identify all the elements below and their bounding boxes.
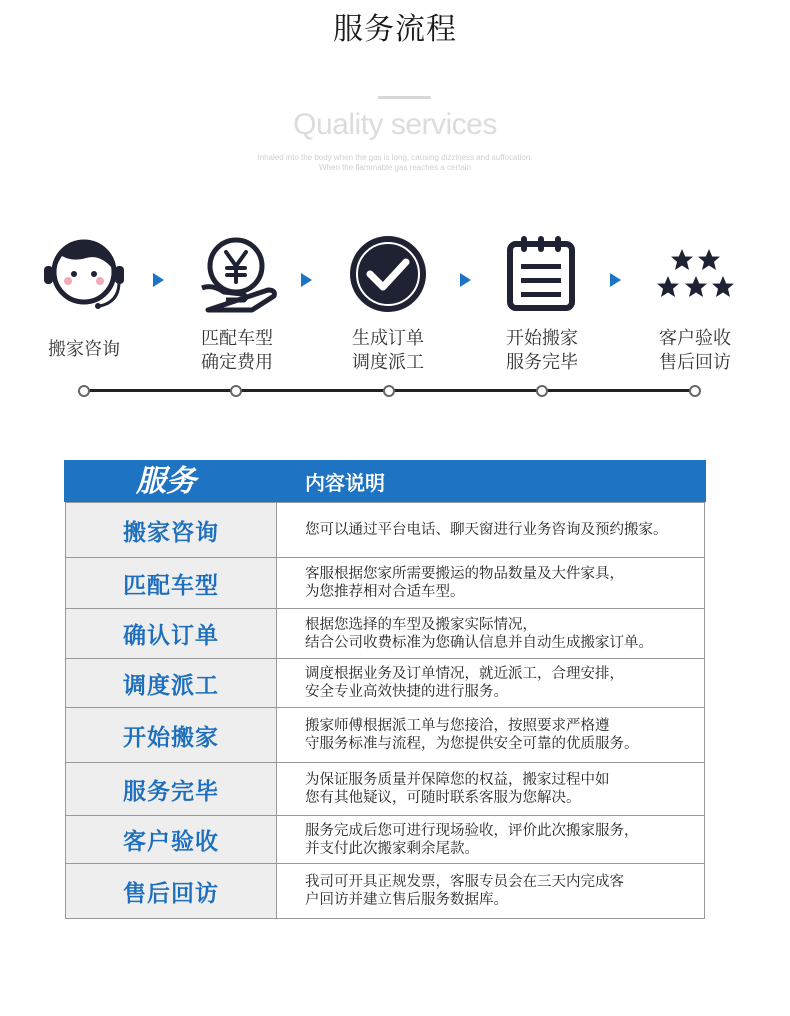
table-row bbox=[66, 608, 704, 658]
step-arrow-3 bbox=[460, 273, 471, 287]
table-header-description: 内容说明 bbox=[305, 471, 385, 495]
service-name-cell: 客户验收 bbox=[66, 816, 277, 863]
table-row bbox=[66, 762, 704, 815]
service-description-cell: 调度根据业务及订单情况，就近派工，合理安排， 安全专业高效快捷的进行服务。 bbox=[305, 666, 624, 700]
timeline-dot bbox=[230, 385, 242, 397]
step-arrow-4 bbox=[610, 273, 621, 287]
table-row bbox=[66, 557, 704, 608]
step-label-4: 开始搬家 服务完毕 bbox=[506, 328, 578, 373]
step-label-5: 客户验收 售后回访 bbox=[659, 328, 731, 373]
stars-icon bbox=[656, 248, 736, 300]
table-row bbox=[66, 707, 704, 762]
service-name-cell: 调度派工 bbox=[66, 659, 277, 707]
table-row bbox=[66, 863, 704, 918]
service-description-cell: 根据您选择的车型及搬家实际情况， 结合公司收费标准为您确认信息并自动生成搬家订单。 bbox=[305, 616, 653, 651]
service-name-cell: 售后回访 bbox=[66, 864, 277, 918]
timeline-dot bbox=[78, 385, 90, 397]
service-name-cell: 搬家咨询 bbox=[66, 503, 277, 557]
step-arrow-1 bbox=[153, 273, 164, 287]
headset-agent-icon bbox=[42, 232, 126, 316]
title-divider bbox=[378, 96, 431, 99]
clipboard-icon bbox=[505, 234, 577, 312]
page-title: 服务流程 bbox=[333, 12, 457, 47]
step-arrow-2 bbox=[301, 273, 312, 287]
step-label-2: 匹配车型 确定费用 bbox=[201, 328, 273, 373]
yen-hand-icon bbox=[198, 236, 278, 316]
service-description-cell: 搬家师傅根据派工单与您接洽，按照要求严格遵 守服务标准与流程，为您提供安全可靠的优质服务。 bbox=[305, 718, 639, 752]
service-name-cell: 匹配车型 bbox=[66, 558, 277, 608]
tiny-caption-line-2: When the flammable gas reaches a certain bbox=[318, 163, 472, 172]
service-name-cell: 开始搬家 bbox=[66, 708, 277, 762]
service-description-cell: 我司可开具正规发票，客服专员会在三天内完成客 户回访并建立售后服务数据库。 bbox=[305, 874, 624, 908]
tiny-caption-line-1: Inhaled into the body when the gas is long, causing dizziness and suffocation. bbox=[257, 153, 533, 162]
service-description-cell: 客服根据您家所需要搬运的物品数量及大件家具， 为您推荐相对合适车型。 bbox=[305, 566, 624, 600]
service-description-cell: 为保证服务质量并保障您的权益，搬家过程中如 您有其他疑议，可随时联系客服为您解决。 bbox=[305, 772, 610, 806]
step-label-3: 生成订单 调度派工 bbox=[352, 328, 424, 373]
table-row bbox=[66, 658, 704, 707]
table-row bbox=[66, 502, 704, 557]
service-description-cell: 服务完成后您可进行现场验收，评价此次搬家服务， 并支付此次搬家剩余尾款。 bbox=[305, 822, 639, 857]
timeline-dot bbox=[383, 385, 395, 397]
timeline-dot bbox=[689, 385, 701, 397]
step-label-1: 搬家咨询 bbox=[48, 339, 120, 360]
service-name-cell: 服务完毕 bbox=[66, 763, 277, 815]
service-table bbox=[64, 460, 706, 919]
subtitle-english: Quality services bbox=[293, 108, 497, 141]
timeline-dot bbox=[536, 385, 548, 397]
service-name-cell: 确认订单 bbox=[66, 609, 277, 658]
table-body bbox=[65, 502, 705, 919]
table-row bbox=[66, 815, 704, 863]
table-header-service: 服务 bbox=[136, 464, 196, 499]
checkmark-circle-icon bbox=[348, 234, 428, 314]
service-description-cell: 您可以通过平台电话、聊天窗进行业务咨询及预约搬家。 bbox=[305, 522, 668, 538]
table-header bbox=[64, 460, 706, 502]
